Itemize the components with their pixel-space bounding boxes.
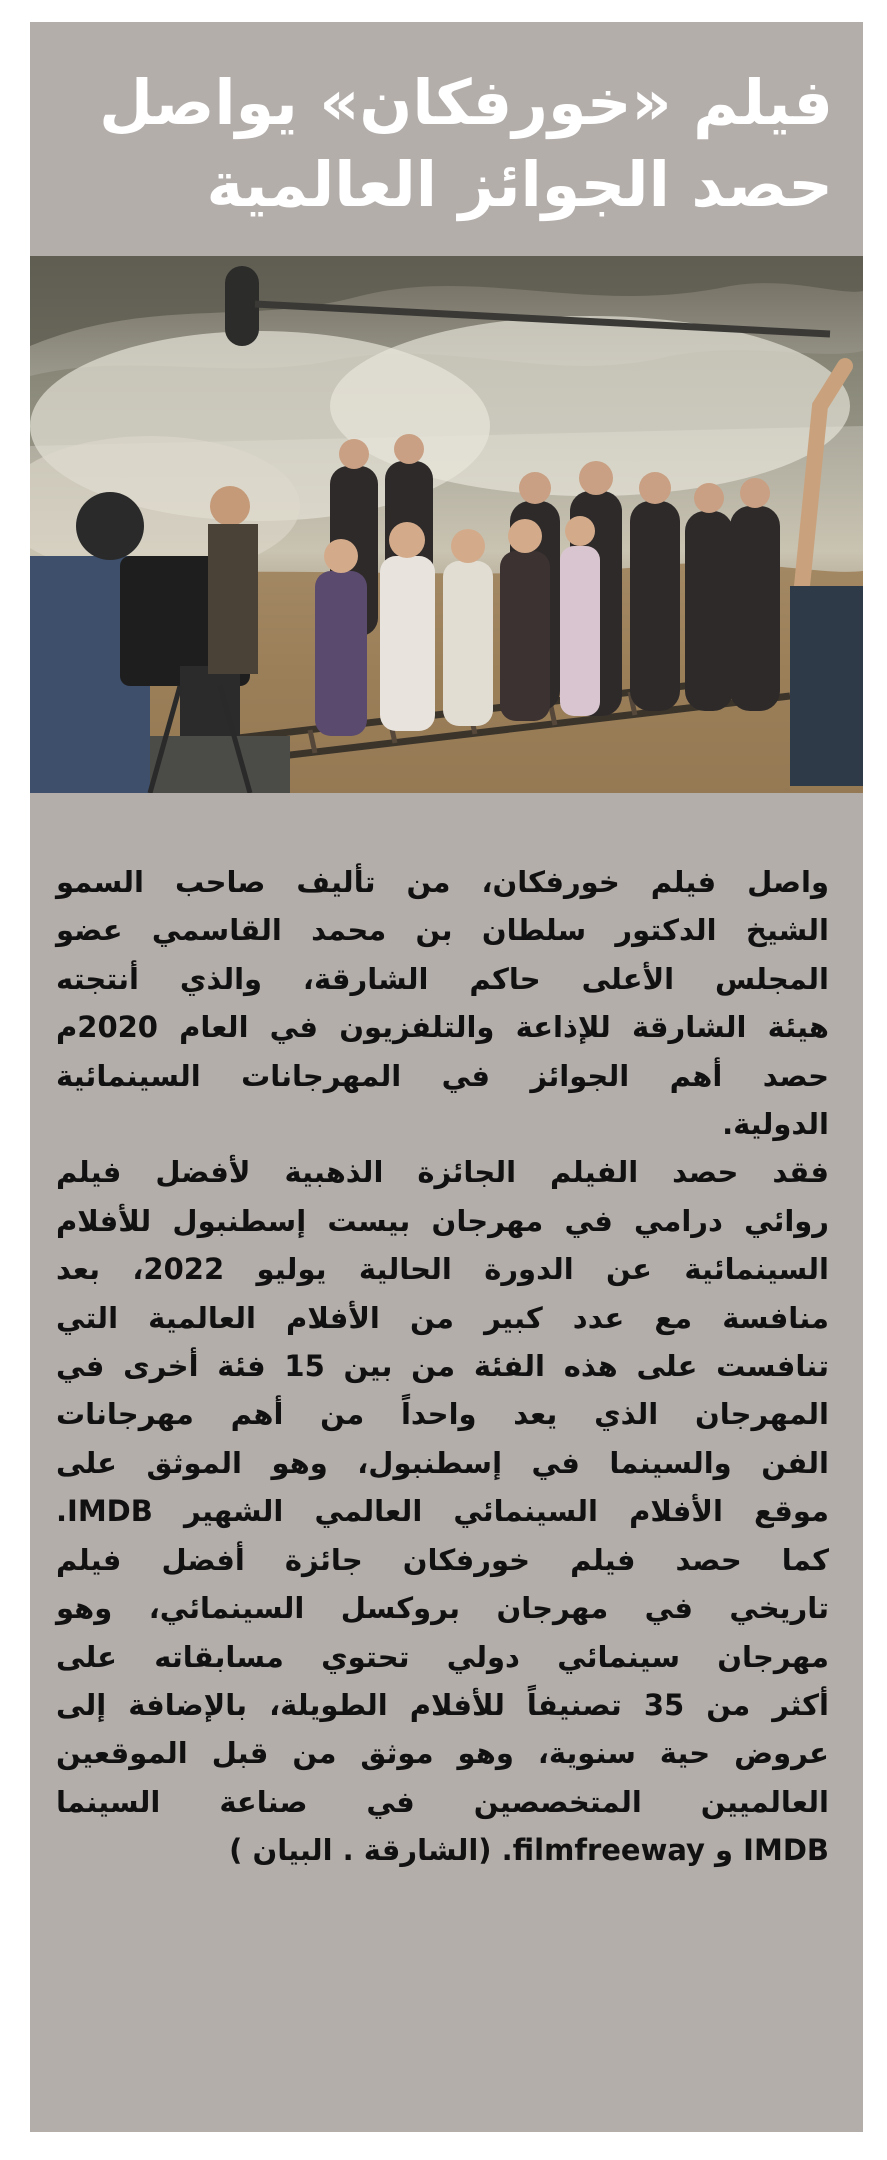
- body-line: حصد أهم الجوائز في المهرجانات السينمائية: [56, 1058, 829, 1093]
- film-set-illustration: [30, 256, 863, 793]
- body-line: الدولية.: [722, 1107, 829, 1142]
- newspaper-clipping: [30, 22, 863, 2132]
- body-line: المهرجان الذي يعد واحداً من أهم مهرجانات: [56, 1397, 829, 1432]
- body-line: منافسة مع عدد كبير من الأفلام العالمية التي: [56, 1300, 829, 1335]
- body-line: الشيخ الدكتور سلطان بن محمد القاسمي عضو: [56, 913, 829, 948]
- body-line: هيئة الشارقة للإذاعة والتلفزيون في العام 2020م: [56, 1010, 829, 1045]
- film-set-photo: [30, 256, 863, 793]
- body-line: تنافست على هذه الفئة من بين 15 فئة أخرى في: [56, 1349, 829, 1384]
- body-line: عروض حية سنوية، وهو موثق من قبل الموقعين: [56, 1736, 829, 1771]
- headline-line-1: فيلم «خورفكان» يواصل: [99, 66, 833, 139]
- body-line: تاريخي في مهرجان بروكسل السينمائي، وهو: [56, 1591, 829, 1626]
- body-line: أكثر من 35 تصنيفاً للأفلام الطويلة، بالإضافة إلى: [56, 1687, 829, 1722]
- body-line: السينمائية عن الدورة الحالية يوليو 2022، بعد: [56, 1252, 829, 1287]
- body-line: IMDB و filmfreeway. (الشارقة . البيان ): [229, 1833, 829, 1868]
- body-line: واصل فيلم خورفكان، من تأليف صاحب السمو: [56, 865, 829, 899]
- body-line: فقد حصد الفيلم الجائزة الذهبية لأفضل فيلم: [56, 1155, 829, 1190]
- body-line: العالميين المتخصصين في صناعة السينما: [56, 1784, 829, 1819]
- article-body: [56, 858, 829, 1875]
- headline: [53, 62, 833, 226]
- body-line: موقع الأفلام السينمائي العالمي الشهير IMDB.: [56, 1494, 829, 1529]
- headline-line-2: حصد الجوائز العالمية: [206, 148, 833, 221]
- body-line: روائي درامي في مهرجان بيست إسطنبول للأفلام: [56, 1203, 829, 1238]
- body-line: المجلس الأعلى حاكم الشارقة، والذي أنتجته: [56, 961, 829, 996]
- body-line: مهرجان سينمائي دولي تحتوي مسابقاته على: [56, 1639, 829, 1674]
- body-line: كما حصد فيلم خورفكان جائزة أفضل فيلم: [56, 1542, 829, 1577]
- body-line: الفن والسينما في إسطنبول، وهو الموثق على: [56, 1445, 829, 1480]
